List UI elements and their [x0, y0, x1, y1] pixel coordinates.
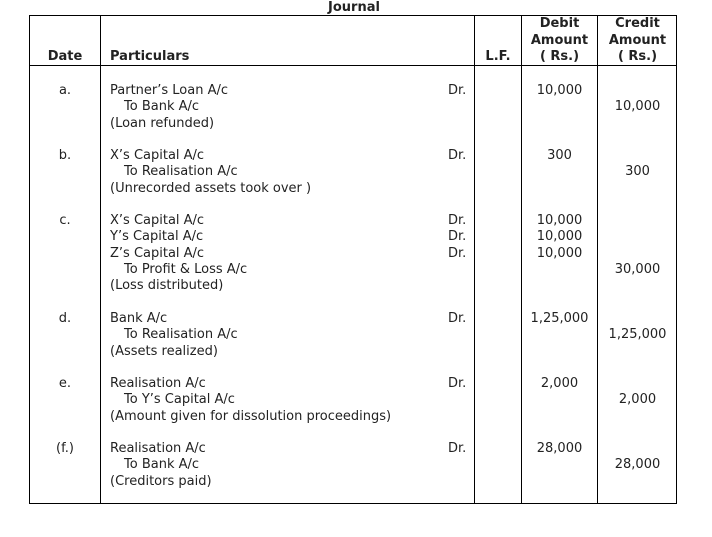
entry-date: e. — [58, 376, 72, 391]
debit-account-line: X’s Capital A/c — [110, 148, 205, 163]
header-lf: L.F. — [485, 49, 511, 64]
debit-account-line: Realisation A/c — [110, 376, 206, 391]
header-debit-line2: Amount — [530, 33, 589, 48]
credit-amount: 30,000 — [614, 262, 661, 277]
debit-account-line: X’s Capital A/c — [110, 213, 205, 228]
header-credit — [598, 16, 677, 65]
narration-line: (Unrecorded assets took over ) — [110, 181, 312, 196]
debit-account-line: Bank A/c — [110, 311, 168, 326]
debit-amount: 300 — [547, 148, 572, 163]
header-debit-line3: ( Rs.) — [539, 49, 580, 64]
dr-marker: Dr. — [448, 246, 467, 261]
credit-account-line: To Profit & Loss A/c — [124, 262, 248, 277]
credit-account-line: To Bank A/c — [124, 457, 200, 472]
dr-marker: Dr. — [448, 376, 467, 391]
entry-date: a. — [58, 83, 72, 98]
dr-marker: Dr. — [448, 148, 467, 163]
debit-amount: 10,000 — [536, 83, 583, 98]
debit-account-line: Z’s Capital A/c — [110, 246, 205, 261]
narration-line: (Amount given for dissolution proceedings) — [110, 409, 392, 424]
journal-title: Journal — [328, 0, 380, 15]
dr-marker: Dr. — [448, 229, 467, 244]
header-debit — [522, 16, 597, 65]
debit-amount: 28,000 — [536, 441, 583, 456]
narration-line: (Loss distributed) — [110, 278, 224, 293]
credit-account-line: To Bank A/c — [124, 99, 200, 114]
debit-amount: 10,000 — [536, 213, 583, 228]
credit-amount: 300 — [625, 164, 650, 179]
dr-marker: Dr. — [448, 83, 467, 98]
credit-amount: 28,000 — [614, 457, 661, 472]
credit-amount: 1,25,000 — [608, 327, 667, 342]
entry-date: b. — [58, 148, 72, 163]
debit-account-line: Realisation A/c — [110, 441, 206, 456]
column-divider-particulars — [474, 15, 475, 504]
column-divider-date — [100, 15, 101, 504]
entry-date: (f.) — [56, 441, 74, 456]
narration-line: (Creditors paid) — [110, 474, 212, 489]
debit-amount: 10,000 — [536, 229, 583, 244]
credit-account-line: To Realisation A/c — [124, 327, 238, 342]
debit-account-line: Y’s Capital A/c — [110, 229, 204, 244]
credit-amount: 2,000 — [618, 392, 657, 407]
header-credit-line3: ( Rs.) — [617, 49, 658, 64]
debit-amount: 10,000 — [536, 246, 583, 261]
dr-marker: Dr. — [448, 441, 467, 456]
header-divider — [29, 65, 677, 66]
credit-account-line: To Y’s Capital A/c — [124, 392, 235, 407]
header-particulars: Particulars — [110, 49, 190, 64]
header-credit-line2: Amount — [608, 33, 667, 48]
dr-marker: Dr. — [448, 213, 467, 228]
debit-amount: 1,25,000 — [530, 311, 589, 326]
header-debit-line1: Debit — [539, 16, 580, 31]
header-date: Date — [47, 49, 83, 64]
header-credit-line1: Credit — [615, 16, 660, 31]
entry-date: d. — [58, 311, 72, 326]
debit-account-line: Partner’s Loan A/c — [110, 83, 229, 98]
narration-line: (Loan refunded) — [110, 116, 215, 131]
debit-amount: 2,000 — [540, 376, 579, 391]
credit-amount: 10,000 — [614, 99, 661, 114]
entry-date: c. — [59, 213, 71, 228]
credit-account-line: To Realisation A/c — [124, 164, 238, 179]
narration-line: (Assets realized) — [110, 344, 218, 359]
dr-marker: Dr. — [448, 311, 467, 326]
column-divider-debit — [597, 15, 598, 504]
